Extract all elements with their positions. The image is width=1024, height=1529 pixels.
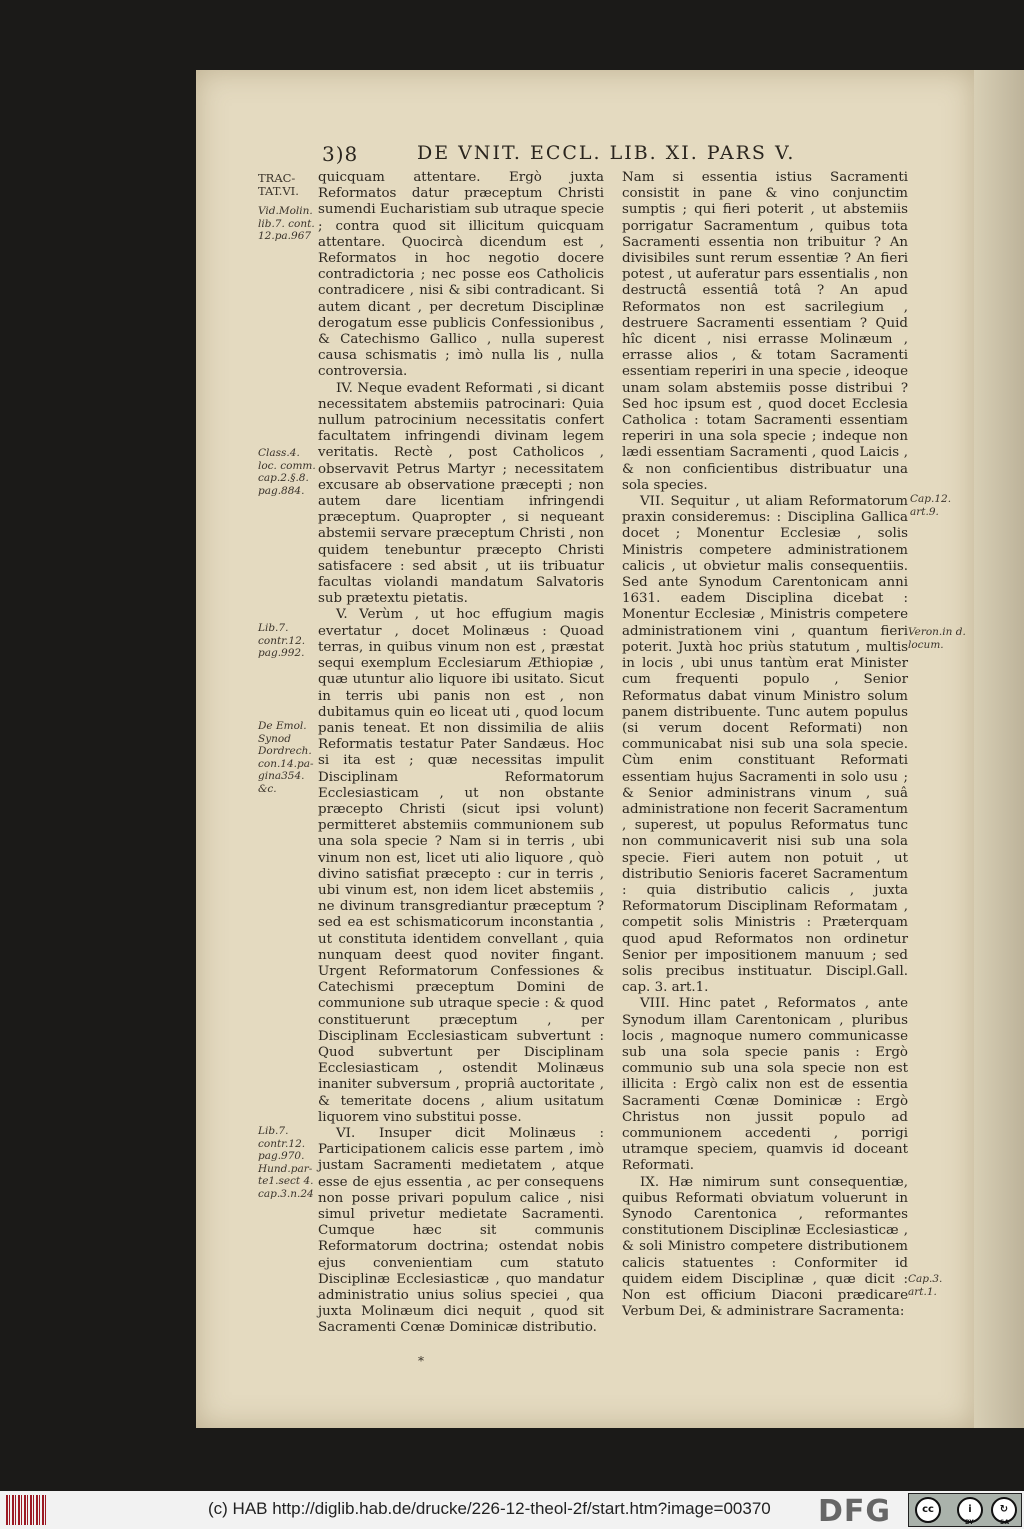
cc-icon: cc [915, 1497, 941, 1523]
cc-license-badge[interactable] [908, 1493, 1022, 1527]
hab-barcode-icon [6, 1495, 48, 1525]
margin-note: Cap.12. art.9. [910, 493, 952, 518]
paragraph: IV. Neque evadent Reformati , si dicant necessitatem abstemiis patrocinari: Quia nullum patrocinium necessitatis confert facultatem infringendi divinam legem veritatis. Rectè , post Catholicos , observavit Petrus Martyr ; necessitatem excusare ab observatione præcepti ; non autem dare licentiam infringendi præceptum. Quapropter , si nequeant abstemii servare præceptum Christi , non quidem tenebuntur præcepto Christi satisfacere : sed absit , ut iis tribuatur facultas violandi mandatum Salvatoris sub prætextu pietatis. [318, 380, 604, 607]
paragraph: VIII. Hinc patet , Reformatos , ante Synodum illam Carentonicam , pluribus locis , magnoque numero communicasse sub una sola specie panis : Ergò communio sub una sola specie non est illicita : Ergò calix non est de essentia Sacramenti Cœnæ Dominicæ : Ergò Christus non jussit populo ad communionem accedenti , porrigi utramque speciem, quamvis id doceant Reformati. [622, 996, 908, 1174]
copyright-link[interactable]: (c) HAB http://diglib.hab.de/drucke/226-12-theol-2f/start.htm?image=00370 [208, 1499, 771, 1518]
margin-note: Class.4. loc. comm. cap.2.§.8. pag.884. [258, 447, 316, 497]
dfg-logo: DFG [818, 1494, 892, 1529]
attribution-icon: i [957, 1497, 983, 1523]
margin-note: De Emol. Synod Dordrech. con.14.pa- gina354. &c. [258, 720, 314, 795]
paragraph: VII. Sequitur , ut aliam Reformatorum praxin consideremus: : Disciplina Gallica docet ; Monentur Ecclesiæ , solis Ministris competere administrationem calicis , ut obvietur malis consequentiis. Sed ante Synodum Carentonicam anni 1631. eadem Disciplina dicebat : Monentur Ecclesiæ , Ministris competere administrationem vini , quantum fieri poterit. Juxtà hoc priùs statutum , multis in locis , ubi unus tantùm erat Minister cum frequenti populo , Senior Reformatus dabat vinum Ministro solum panem distribuente. Tunc autem populus (si verum docent Reformati) non communicabat nisi sub una sola specie. Cùm enim constituant Reformati essentiam hujus Sacramenti in solo usu ; & Senior administrans vinum , suâ administratione non fecerit Sacramentum , superest, ut populus Reformatus tunc non communicaverit nisi sub una sola specie. Fieri autem non potuit , ut distributio Senioris faceret Sacramentum : quia distributio calicis , juxta Reformatorum Disciplinam Reformatam , competit solis Ministris : Præterquam quod apud Reformatos non ordinetur Senior per impositionem manuum ; sed solis precibus instituatur. Discipl.Gall. cap. 3. art.1. [622, 494, 908, 996]
left-text-column [318, 170, 604, 1337]
viewer-footer [0, 1491, 1024, 1529]
by-label: BY [965, 1519, 974, 1526]
page-number: 3)8 [322, 142, 359, 166]
margin-note: Vid.Molin. lib.7. cont. 12.pa.967 [258, 205, 315, 242]
margin-note: TRAC- TAT.VI. [258, 171, 299, 198]
paragraph: IX. Hæ nimirum sunt consequentiæ, quibus Reformati obviatum voluerunt in Synodo Carentonica , reformantes constitutionem Disciplinæ Ecclesiasticæ , & soli Ministro competere distributionem calicis statuentes : Conformiter id quidem eidem Disciplinæ , quæ dicit : Non est officium Diaconi prædicare Verbum Dei, & administrare Sacramenta: [622, 1174, 908, 1320]
margin-note: Veron.in d. locum. [908, 626, 966, 651]
margin-note: Lib.7. contr.12. pag.992. [258, 622, 306, 659]
sa-label: SA [1000, 1519, 1009, 1526]
running-title: DE VNIT. ECCL. LIB. XI. PARS V. [417, 142, 796, 164]
paragraph: quicquam attentare. Ergò juxta Reformatos datur præceptum Christi sumendi Eucharistiam sub utraque specie ; contra quod sit illicitum quicquam attentare. Quocircà dicendum est , Reformatos in hoc negotio docere contradictoria ; nec posse eos Catholicis contradicere , nisi & sibi contradicant. Si autem dicant , per decretum Disciplinæ derogatum esse publicis Confessionibus , & Catechismo Gallico , nulla superest causa schismatis ; imò nulla lis , nulla controversia. [318, 170, 604, 380]
paragraph: VI. Insuper dicit Molinæus : Participationem calicis esse partem , imò justam Sacramenti medietatem , atque esse de ejus essentia , ac per consequens non posse privari populum calice , nisi simul privetur medietate Sacramenti. Cumque hæc sit communis Reformatorum doctrina; ostendat nobis ejus convenientiam cum statuto Disciplinæ Ecclesiasticæ , quo mandatur administratio unius solius speciei , qua juxta Molinæum dici nequit , quod sit Sacramenti Cœnæ Dominicæ distributio. [318, 1125, 604, 1336]
margin-note: Cap.3. art.1. [908, 1273, 943, 1298]
right-text-column [622, 170, 908, 1320]
running-header [322, 140, 942, 172]
next-page-edge [974, 70, 1024, 1428]
paragraph: V. Verùm , ut hoc effugium magis evertatur , docet Molinæus : Quoad terras, in quibus vinum non est , præstat sequi exemplum Ecclesiarum Æthiopiæ , quæ utuntur alio liquore ibi usitato. Sicut in terris ubi panis non est , non dubitamus quin eo liceat uti , quod locum panis teneat. Et non dissimilia de aliis Reformatis testatur Pater Sandæus. Hoc si ita est ; quæ necessitas impulit Disciplinam Reformatorum Ecclesiasticam , ut non obstante præcepto Christi (sicut ipsi volunt) permitteret abstemiis communionem sub una sola specie ? Nam si in terris , ubi vinum non est, licet uti alio liquore , quò divino satisfiat præcepto : cur in terris , ubi vinum est, non idem licet abstemiis , ne divinum transgrediantur præceptum ? sed ea est schismaticorum inconstantia , ut constituta identidem convellant , quia nunquam deest quod noviter fingant. Urgent Reformatorum Confessiones & Catechismi præceptum Domini de communione sub utraque specie : & quod constituerunt præceptum , per Disciplinam Ecclesiasticam subvertunt : Quod subvertunt per Disciplinam Ecclesiasticam , ostendit Molinæus inaniter subversum , propriâ auctoritate , & temeritate docens , alium usitatum liquorem vino substitui posse. [318, 607, 604, 1125]
paragraph: Nam si essentia istius Sacramenti consistit in pane & vino conjunctim sumptis ; qui fieri poterit , ut abstemiis porrigatur Sacramentum , quibus tota Sacramenti essentia non tribuitur ? An divisibiles sunt rerum essentiæ ? An fieri potest , ut auferatur pars essentialis , non destructâ essentiâ totâ ? An apud Reformatos non est sacrilegium , destruere Sacramenti essentiam ? Quid hîc dicent , nisi errasse Molinæum , errasse alios , & totam Sacramenti essentiam reperiri in una specie , ideoque unam solam abstemiis posse distribui ? Sed hoc ipsum est , quod docet Ecclesia Catholica : totam Sacramenti essentiam reperiri in una sola specie ; indeque non lædi essentiam Sacramenti , quod Laicis , & non conficientibus distribuatur una sola species. [622, 170, 908, 493]
margin-note: Lib.7. contr.12. pag.970. Hund.par- te1.sect 4. cap.3.n.24 [258, 1125, 314, 1200]
catchword-mark: * [418, 1354, 424, 1368]
share-alike-icon: ↻ [991, 1497, 1017, 1523]
